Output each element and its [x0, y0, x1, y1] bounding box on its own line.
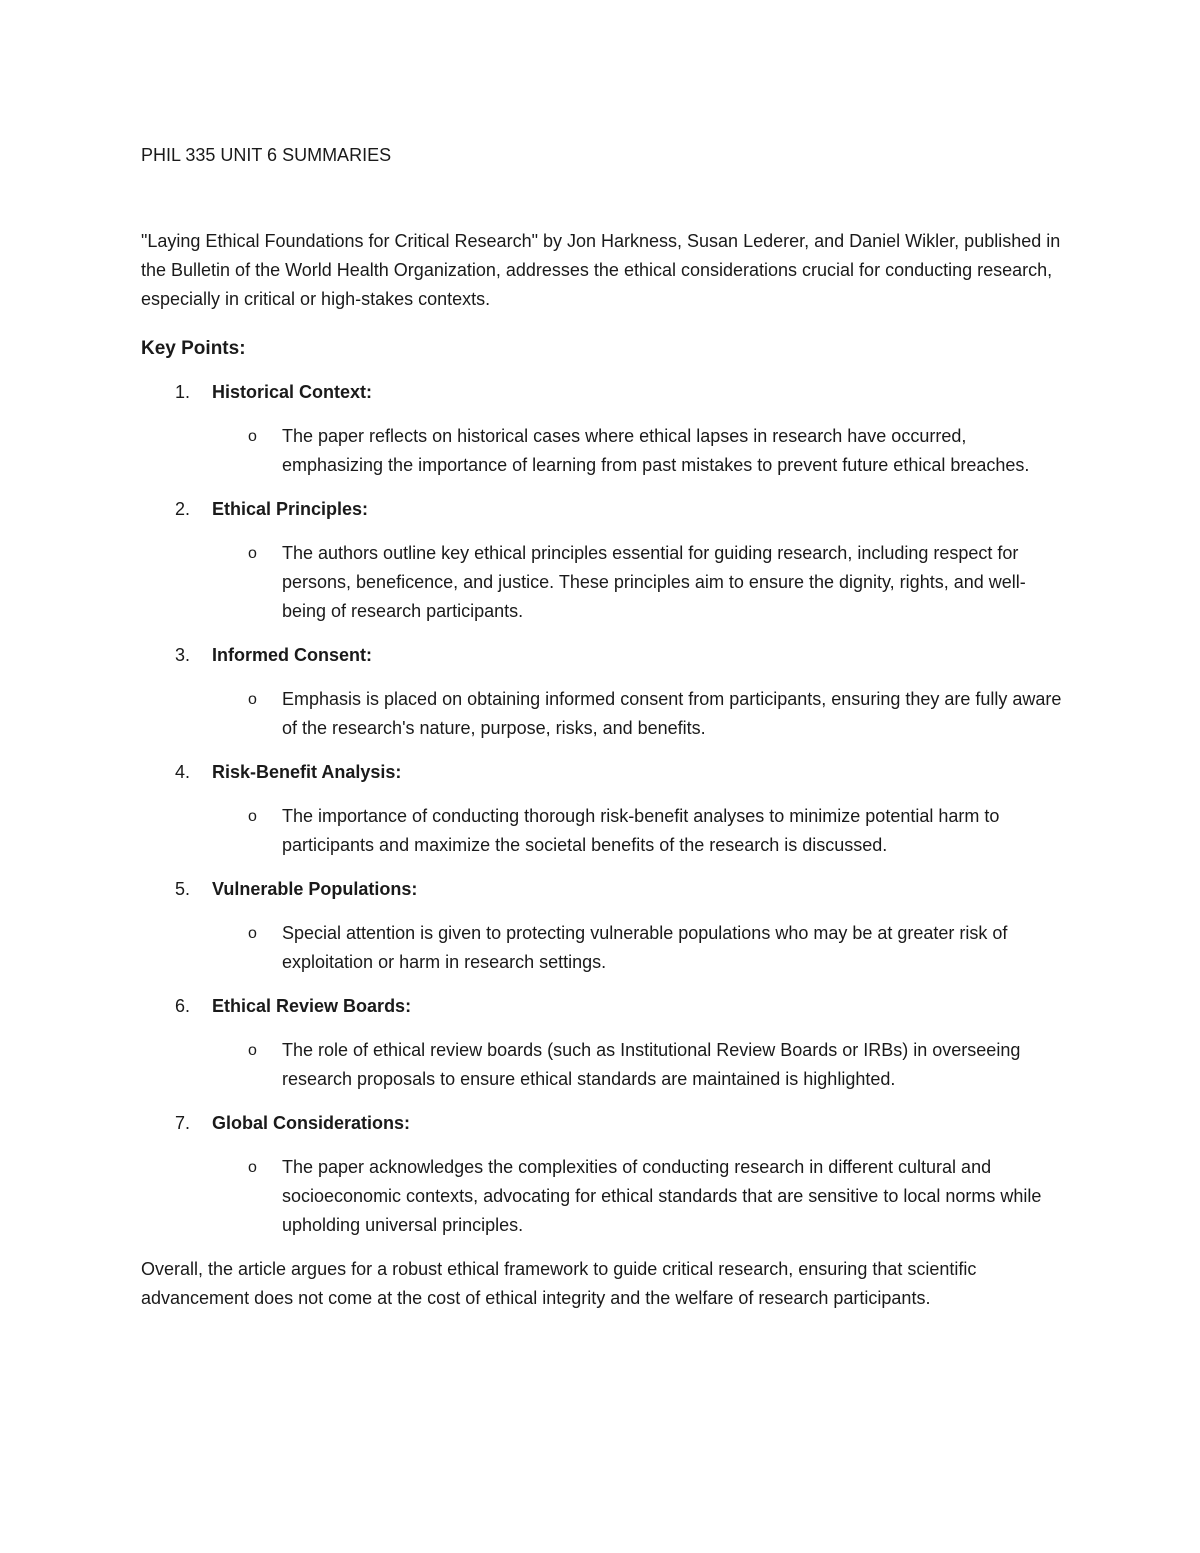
- key-point-number: 2.: [175, 499, 191, 519]
- key-point-item: [141, 758, 1066, 860]
- key-point-body: [141, 1153, 1066, 1240]
- key-point-body: [141, 685, 1066, 743]
- key-point-header: [141, 378, 1066, 407]
- bullet-marker: o: [248, 428, 257, 445]
- key-point-text: Special attention is given to protecting vulnerable populations who may be at greater risk of exploitation or harm in research settings.: [282, 923, 1008, 972]
- key-point-body: [141, 422, 1066, 480]
- key-point-title: Ethical Review Boards:: [212, 996, 412, 1016]
- key-point-body: [141, 539, 1066, 626]
- key-point-body: [141, 802, 1066, 860]
- key-point-text: Emphasis is placed on obtaining informed consent from participants, ensuring they are fully aware of the research's nature, purpose, risks, and benefits.: [282, 689, 1062, 738]
- key-point-number: 4.: [175, 762, 191, 782]
- key-point-title: Vulnerable Populations:: [212, 879, 418, 899]
- key-point-number: 1.: [175, 382, 191, 402]
- key-points-list: [141, 378, 1066, 1240]
- bullet-marker: o: [248, 1159, 257, 1176]
- bullet-marker: o: [248, 1042, 257, 1059]
- conclusion-paragraph: Overall, the article argues for a robust ethical framework to guide critical research, ensuring that scientific advancement does not come at the cost of ethical integrity and the welfare of research participants.: [141, 1259, 977, 1308]
- key-point-number: 7.: [175, 1113, 191, 1133]
- intro-paragraph: "Laying Ethical Foundations for Critical Research" by Jon Harkness, Susan Lederer, and Daniel Wikler, published in the Bulletin of the World Health Organization, addresses the ethical considerations crucial for conducting research, especially in critical or high-stakes contexts.: [141, 231, 1061, 309]
- key-point-number: 3.: [175, 645, 191, 665]
- key-point-header: [141, 758, 1066, 787]
- key-points-heading: Key Points:: [141, 338, 246, 359]
- key-point-item: [141, 992, 1066, 1094]
- key-point-title: Ethical Principles:: [212, 499, 369, 519]
- key-point-body: [141, 1036, 1066, 1094]
- key-point-text: The paper reflects on historical cases where ethical lapses in research have occurred, emphasizing the importance of learning from past mistakes to prevent future ethical breaches.: [282, 426, 1030, 475]
- key-point-header: [141, 1109, 1066, 1138]
- bullet-marker: o: [248, 808, 257, 825]
- key-point-item: [141, 495, 1066, 626]
- key-point-title: Risk-Benefit Analysis:: [212, 762, 402, 782]
- key-point-item: [141, 378, 1066, 480]
- bullet-marker: o: [248, 925, 257, 942]
- key-point-header: [141, 875, 1066, 904]
- key-point-number: 5.: [175, 879, 191, 899]
- key-point-text: The role of ethical review boards (such as Institutional Review Boards or IRBs) in overseeing research proposals to ensure ethical standards are maintained is highlighted.: [282, 1040, 1021, 1089]
- bullet-marker: o: [248, 691, 257, 708]
- key-point-title: Historical Context:: [212, 382, 373, 402]
- key-point-header: [141, 641, 1066, 670]
- document-content: [141, 141, 1066, 1313]
- key-point-item: [141, 641, 1066, 743]
- key-point-title: Informed Consent:: [212, 645, 372, 665]
- key-point-header: [141, 992, 1066, 1021]
- key-point-item: [141, 875, 1066, 977]
- bullet-marker: o: [248, 545, 257, 562]
- key-point-text: The paper acknowledges the complexities of conducting research in different cultural and socioeconomic contexts, advocating for ethical standards that are sensitive to local norms while upholding universal principles.: [282, 1157, 1042, 1235]
- key-point-header: [141, 495, 1066, 524]
- key-point-item: [141, 1109, 1066, 1240]
- key-point-text: The importance of conducting thorough risk-benefit analyses to minimize potential harm to participants and maximize the societal benefits of the research is discussed.: [282, 806, 1000, 855]
- document-title: PHIL 335 UNIT 6 SUMMARIES: [141, 145, 392, 165]
- key-point-number: 6.: [175, 996, 191, 1016]
- key-point-text: The authors outline key ethical principles essential for guiding research, including respect for persons, beneficence, and justice. These principles aim to ensure the dignity, rights, and well-being of research participants.: [282, 543, 1026, 621]
- key-point-title: Global Considerations:: [212, 1113, 411, 1133]
- key-point-body: [141, 919, 1066, 977]
